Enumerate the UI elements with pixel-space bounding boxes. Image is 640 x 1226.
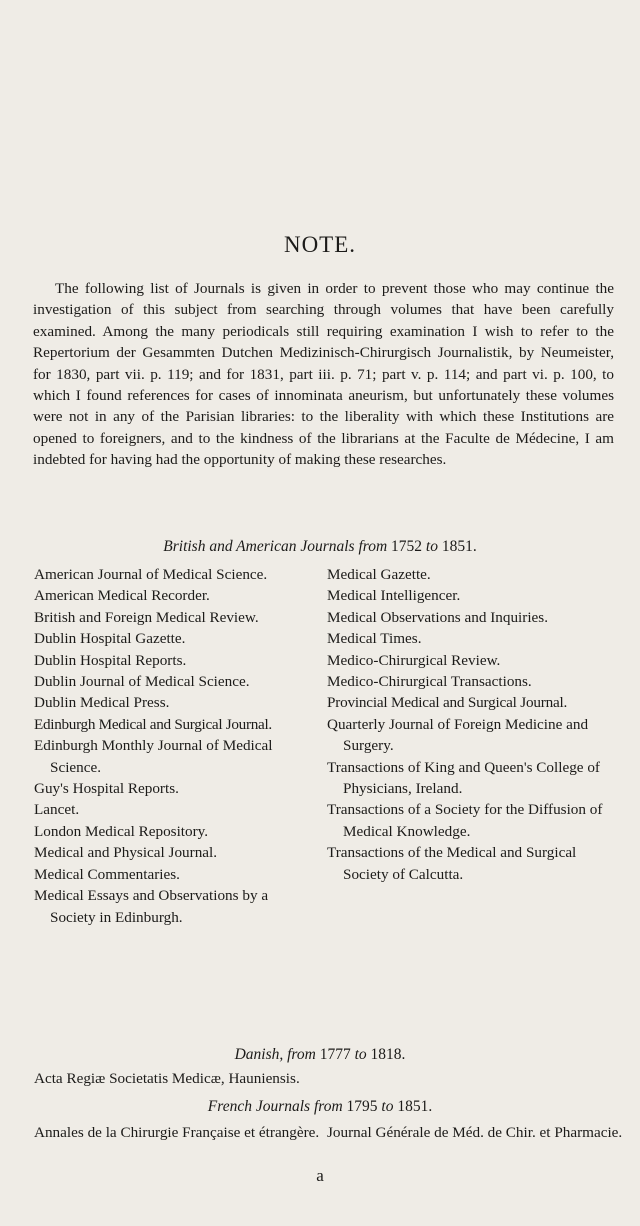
danish-to-year: 1818. (370, 1046, 406, 1063)
journal-item: Medical Gazette. (327, 566, 431, 583)
danish-heading (0, 1046, 640, 1064)
french-to: to (381, 1098, 394, 1115)
french-journal-left: Annales de la Chirurgie Française et étrangère. (34, 1124, 320, 1141)
danish-heading-text: Danish, from (234, 1046, 316, 1063)
danish-journal-item: Acta Regiæ Societatis Medicæ, Hauniensis. (34, 1070, 300, 1087)
page-title: NOTE. (283, 232, 357, 257)
french-from-year: 1795 (346, 1098, 378, 1115)
danish-to: to (354, 1046, 367, 1063)
journal-item: Medical Commentaries. (34, 865, 180, 883)
french-journal-right: Journal Générale de Méd. de Chir. et Pharmacie. (327, 1124, 623, 1141)
journal-item: Quarterly Journal of Foreign Medicine and Surgery. (327, 715, 589, 755)
british-american-heading (0, 538, 640, 556)
journal-item: Medical Observations and Inquiries. (327, 608, 549, 626)
journal-item: Lancet. (34, 801, 80, 819)
journal-item: Dublin Medical Press. (34, 694, 170, 712)
journal-item: London Medical Repository. (34, 822, 209, 840)
journal-item: Edinburgh Medical and Surgical Journal. (34, 715, 272, 733)
british-to-year: 1851. (441, 538, 477, 555)
journal-item: Edinburgh Monthly Journal of Medical Science. (34, 737, 273, 776)
british-from-year: 1752 (391, 538, 423, 555)
journal-item: Transactions of the Medical and Surgical Society of Calcutta. (327, 844, 577, 883)
journal-item: Guy's Hospital Reports. (34, 780, 179, 798)
journal-item: Medical Intelligencer. (327, 587, 461, 605)
french-heading-text: French Journals from (207, 1098, 343, 1115)
journal-item: Dublin Journal of Medical Science. (34, 673, 250, 691)
journal-item: American Medical Recorder. (34, 587, 210, 605)
british-journals-left-column (34, 564, 304, 928)
signature-mark: a (316, 1166, 324, 1185)
journal-item: Transactions of a Society for the Diffusion of Medical Knowledge. (327, 801, 603, 840)
french-to-year: 1851. (397, 1098, 433, 1115)
journal-item: Medical Times. (327, 630, 422, 648)
journal-item: Provincial Medical and Surgical Journal. (327, 694, 568, 712)
journal-item: British and Foreign Medical Review. (34, 608, 259, 626)
journal-item: Medical and Physical Journal. (34, 844, 218, 862)
journal-item: Medico-Chirurgical Transactions. (327, 673, 532, 691)
journal-item: Dublin Hospital Gazette. (34, 630, 186, 648)
journal-item: Dublin Hospital Reports. (34, 651, 187, 669)
british-heading-text: British and American Journals from (163, 538, 388, 555)
french-heading (0, 1098, 640, 1116)
journal-item: Transactions of King and Queen's College of Physicians, Ireland. (327, 758, 600, 798)
journal-item: Medico-Chirurgical Review. (327, 651, 501, 669)
british-to: to (425, 538, 438, 555)
intro-paragraph: The following list of Journals is given in order to prevent those who may continue the investigation of this subject from searching through volumes that have been carefully examined. Among the many periodicals still requiring examination I wish to refer to the Repertorium der Gesammten Dutchen Medizinisch-Chirurgisch Journalistik, by Neumeister, for 1830, part vii. p. 119; and for 1831, part iii. p. 71; part v. p. 114; and part vi. p. 100, to which I found references for cases of innominata aneurism, but unfortunately these volumes were not in any of the Parisian libraries: to the liberality with which these Institutions are opened to foreigners, and to the kindness of the librarians at the Faculte de Médecine, I am indebted for having had the opportunity of making these researches. (33, 280, 614, 469)
british-journals-right-column (327, 564, 617, 885)
journal-item: Medical Essays and Observations by a Society in Edinburgh. (34, 887, 269, 926)
journal-item: American Journal of Medical Science. (34, 566, 268, 583)
danish-from-year: 1777 (319, 1046, 351, 1063)
